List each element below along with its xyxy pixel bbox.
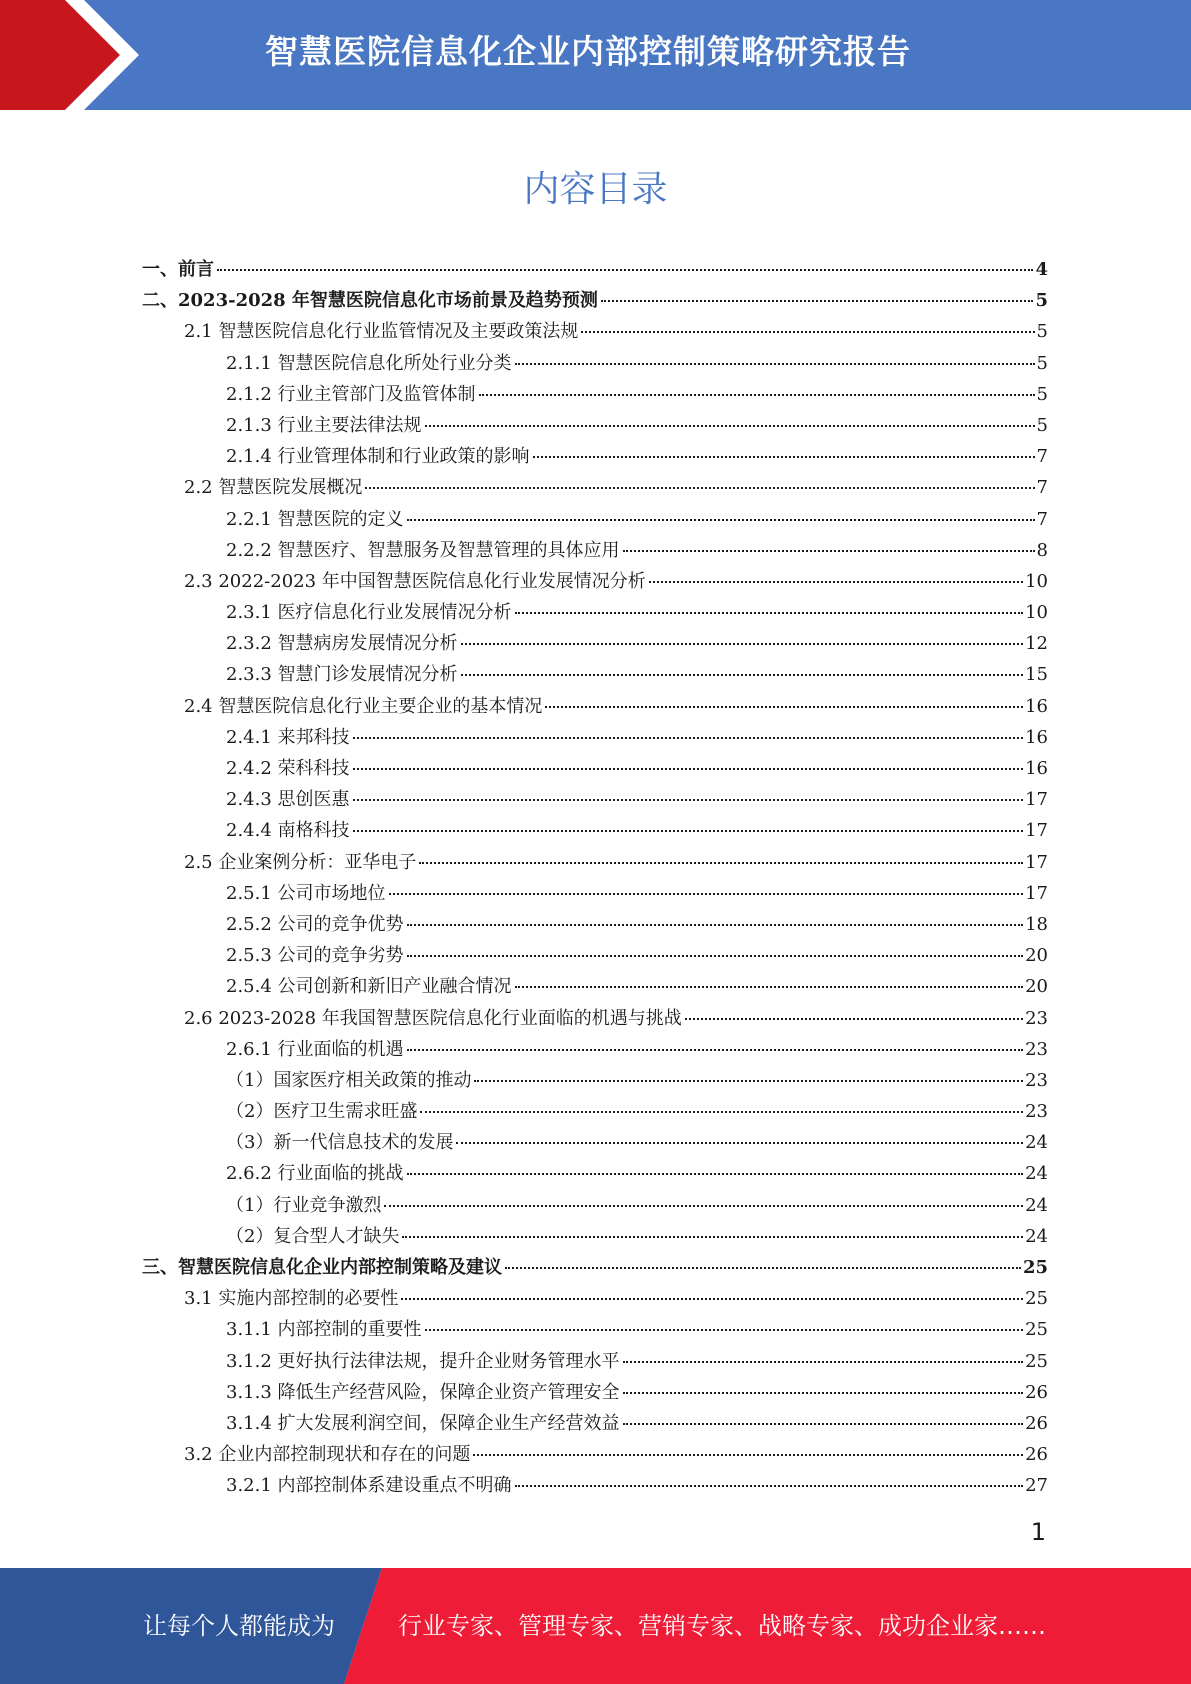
toc-entry-page: 5 — [1036, 321, 1048, 343]
toc-entry-label: 2.5.2 公司的竞争优势 — [226, 913, 404, 935]
toc-entry-page: 26 — [1025, 1381, 1048, 1403]
toc-entry-label: 2.5.1 公司市场地位 — [226, 882, 386, 904]
toc-entry-label: （2）医疗卫生需求旺盛 — [226, 1101, 418, 1123]
toc-entry-page: 26 — [1025, 1444, 1048, 1466]
toc-entry-page: 24 — [1025, 1132, 1048, 1154]
toc-entry[interactable] — [142, 504, 1048, 535]
toc-entry-page: 27 — [1025, 1475, 1048, 1497]
toc-entry-page: 20 — [1025, 976, 1048, 998]
toc-entry-label: 2.4.4 南格科技 — [226, 820, 350, 842]
toc-entry[interactable] — [142, 348, 1048, 379]
toc-entry-label: 2.4.1 来邦科技 — [226, 726, 350, 748]
toc-entry[interactable] — [142, 1408, 1048, 1439]
toc-entry-page: 17 — [1025, 789, 1048, 811]
toc-entry[interactable] — [142, 659, 1048, 690]
toc-entry-label: 2.1 智慧医院信息化行业监管情况及主要政策法规 — [184, 321, 579, 343]
toc-entry-label: 一、前言 — [142, 259, 214, 280]
toc-entry-label: 3.1 实施内部控制的必要性 — [184, 1288, 399, 1310]
toc-dot-leader — [545, 706, 1023, 708]
toc-entry-label: （1）行业竞争激烈 — [226, 1194, 382, 1216]
toc-entry-label: 3.1.2 更好执行法律法规，提升企业财务管理水平 — [226, 1350, 620, 1372]
toc-dot-leader — [353, 768, 1024, 770]
toc-entry[interactable] — [142, 1127, 1048, 1158]
toc-entry[interactable] — [142, 1377, 1048, 1408]
toc-entry-page: 10 — [1025, 570, 1048, 592]
toc-entry[interactable] — [142, 535, 1048, 566]
toc-entry-page: 17 — [1025, 882, 1048, 904]
toc-entry[interactable] — [142, 1314, 1048, 1345]
toc-entry-label: 3.2.1 内部控制体系建设重点不明确 — [226, 1475, 512, 1497]
toc-entry-page: 16 — [1025, 726, 1048, 748]
toc-dot-leader — [479, 394, 1035, 396]
toc-entry-label: 2.1.4 行业管理体制和行业政策的影响 — [226, 446, 530, 468]
toc-entry-page: 7 — [1036, 477, 1048, 499]
toc-entry[interactable] — [142, 1190, 1048, 1221]
toc-dot-leader — [401, 1298, 1023, 1300]
toc-entry[interactable] — [142, 815, 1048, 846]
toc-entry-page: 8 — [1036, 539, 1048, 561]
toc-entry-label: 2.6.2 行业面临的挑战 — [226, 1163, 404, 1185]
toc-entry[interactable] — [142, 722, 1048, 753]
toc-entry-page: 25 — [1022, 1257, 1048, 1278]
toc-dot-leader — [407, 924, 1024, 926]
toc-entry-page: 15 — [1025, 664, 1048, 686]
footer-slogan-left: 让每个人都能成为 — [143, 1612, 335, 1640]
toc-entry[interactable] — [142, 1003, 1048, 1034]
toc-entry[interactable] — [142, 1346, 1048, 1377]
toc-dot-leader — [461, 643, 1024, 645]
toc-entry[interactable] — [142, 847, 1048, 878]
chevron-logo-icon — [0, 0, 150, 110]
toc-dot-leader — [353, 799, 1024, 801]
toc-entry-page: 26 — [1025, 1412, 1048, 1434]
toc-dot-leader — [623, 550, 1035, 552]
toc-dot-leader — [623, 1361, 1024, 1363]
toc-entry[interactable] — [142, 1096, 1048, 1127]
toc-dot-leader — [425, 1329, 1024, 1331]
toc-dot-leader — [623, 1392, 1024, 1394]
toc-entry-label: 2.6 2023-2028 年我国智慧医院信息化行业面临的机遇与挑战 — [184, 1007, 682, 1029]
toc-dot-leader — [353, 830, 1024, 832]
toc-dot-leader — [533, 456, 1035, 458]
toc-entry-page: 24 — [1025, 1163, 1048, 1185]
toc-entry-label: 2.1.1 智慧医院信息化所处行业分类 — [226, 352, 512, 374]
toc-entry[interactable] — [142, 410, 1048, 441]
toc-entry[interactable] — [142, 597, 1048, 628]
toc-entry-label: 2.1.2 行业主管部门及监管体制 — [226, 383, 476, 405]
table-of-contents — [142, 254, 1048, 1502]
toc-entry[interactable] — [142, 784, 1048, 815]
toc-entry-page: 20 — [1025, 945, 1048, 967]
toc-entry-label: 3.1.1 内部控制的重要性 — [226, 1319, 422, 1341]
toc-entry-label: 2.2.2 智慧医疗、智慧服务及智慧管理的具体应用 — [226, 539, 620, 561]
toc-entry-label: （1）国家医疗相关政策的推动 — [226, 1069, 472, 1091]
toc-dot-leader — [623, 1423, 1024, 1425]
toc-entry[interactable] — [142, 1221, 1048, 1252]
toc-dot-leader — [389, 893, 1024, 895]
toc-entry[interactable] — [142, 254, 1048, 285]
toc-dot-leader — [456, 1142, 1023, 1144]
toc-entry-label: 2.5 企业案例分析：亚华电子 — [184, 851, 417, 873]
toc-dot-leader — [601, 300, 1034, 302]
toc-dot-leader — [649, 581, 1023, 583]
toc-entry-label: 2.4.2 荣科科技 — [226, 758, 350, 779]
toc-entry-label: 2.2 智慧医院发展概况 — [184, 477, 363, 499]
toc-entry-page: 7 — [1036, 508, 1048, 530]
toc-entry[interactable] — [142, 379, 1048, 410]
toc-entry-label: 2.6.1 行业面临的机遇 — [226, 1038, 404, 1060]
toc-entry-page: 25 — [1025, 1350, 1048, 1372]
toc-dot-leader — [407, 1173, 1024, 1175]
toc-entry-page: 23 — [1025, 1007, 1048, 1029]
toc-entry-label: 3.2 企业内部控制现状和存在的问题 — [184, 1444, 471, 1466]
toc-entry[interactable] — [142, 1034, 1048, 1065]
toc-dot-leader — [461, 674, 1024, 676]
toc-entry[interactable] — [142, 878, 1048, 909]
toc-dot-leader — [515, 612, 1024, 614]
toc-entry[interactable] — [142, 628, 1048, 659]
toc-entry-page: 24 — [1025, 1225, 1048, 1247]
toc-entry-label: （2）复合型人才缺失 — [226, 1225, 400, 1247]
toc-entry-label: 2.3 2022-2023 年中国智慧医院信息化行业发展情况分析 — [184, 570, 646, 592]
toc-dot-leader — [365, 487, 1034, 489]
toc-dot-leader — [515, 986, 1024, 988]
toc-entry[interactable] — [142, 971, 1048, 1002]
toc-entry-label: 3.1.4 扩大发展利润空间，保障企业生产经营效益 — [226, 1412, 620, 1434]
toc-entry-label: 3.1.3 降低生产经营风险，保障企业资产管理安全 — [226, 1381, 620, 1403]
toc-dot-leader — [505, 1267, 1021, 1269]
toc-dot-leader — [515, 1485, 1024, 1487]
toc-entry[interactable] — [142, 1065, 1048, 1096]
toc-entry[interactable] — [142, 1439, 1048, 1470]
toc-entry-page: 17 — [1025, 820, 1048, 842]
toc-dot-leader — [425, 425, 1035, 427]
toc-entry-label: 2.3.2 智慧病房发展情况分析 — [226, 633, 458, 655]
toc-entry-label: 二、2023-2028 年智慧医院信息化市场前景及趋势预测 — [142, 290, 598, 312]
toc-dot-leader — [515, 363, 1035, 365]
toc-dot-leader — [473, 1454, 1023, 1456]
toc-entry-label: 2.3.1 医疗信息化行业发展情况分析 — [226, 602, 512, 624]
footer-slogan-right: 行业专家、管理专家、营销专家、战略专家、成功企业家…… — [398, 1612, 1046, 1640]
toc-entry-page: 17 — [1025, 851, 1048, 873]
toc-entry[interactable] — [142, 285, 1048, 316]
toc-dot-leader — [419, 862, 1023, 864]
toc-entry[interactable] — [142, 691, 1048, 722]
toc-entry-page: 5 — [1036, 414, 1048, 436]
toc-entry-label: 2.2.1 智慧医院的定义 — [226, 508, 404, 530]
toc-entry-page: 10 — [1025, 602, 1048, 624]
toc-entry-page: 24 — [1025, 1194, 1048, 1216]
toc-dot-leader — [402, 1236, 1023, 1238]
toc-dot-leader — [407, 955, 1024, 957]
toc-entry-label: 2.1.3 行业主要法律法规 — [226, 414, 422, 436]
toc-entry-page: 12 — [1025, 633, 1048, 655]
toc-entry[interactable] — [142, 472, 1048, 503]
toc-entry-page: 5 — [1035, 290, 1048, 312]
toc-entry-page: 7 — [1036, 446, 1048, 468]
toc-entry-page: 4 — [1035, 259, 1048, 280]
toc-dot-leader — [407, 519, 1035, 521]
toc-entry-page: 23 — [1025, 1038, 1048, 1060]
toc-entry[interactable] — [142, 566, 1048, 597]
toc-entry-page: 23 — [1025, 1069, 1048, 1091]
toc-entry-page: 5 — [1036, 383, 1048, 405]
toc-dot-leader — [420, 1111, 1023, 1113]
toc-entry-page: 5 — [1036, 352, 1048, 374]
toc-dot-leader — [353, 737, 1024, 739]
toc-entry[interactable] — [142, 316, 1048, 347]
toc-entry[interactable] — [142, 1252, 1048, 1283]
page-number: 1 — [1030, 1518, 1046, 1546]
toc-dot-leader — [685, 1018, 1023, 1020]
toc-dot-leader — [217, 269, 1033, 271]
toc-dot-leader — [384, 1205, 1023, 1207]
toc-entry-label: 2.5.3 公司的竞争劣势 — [226, 945, 404, 967]
toc-entry[interactable] — [142, 1283, 1048, 1314]
toc-entry-label: 2.4 智慧医院信息化行业主要企业的基本情况 — [184, 695, 543, 717]
toc-heading: 内容目录 — [523, 169, 668, 210]
toc-entry-page: 16 — [1025, 695, 1048, 717]
footer-banner — [0, 1568, 1191, 1684]
toc-entry-page: 16 — [1025, 758, 1048, 779]
toc-entry-label: 2.5.4 公司创新和新旧产业融合情况 — [226, 976, 512, 998]
toc-entry-page: 18 — [1025, 913, 1048, 935]
toc-dot-leader — [581, 331, 1034, 333]
toc-entry[interactable] — [142, 909, 1048, 940]
toc-dot-leader — [474, 1080, 1023, 1082]
toc-entry-label: 三、智慧医院信息化企业内部控制策略及建议 — [142, 1257, 502, 1278]
toc-entry[interactable] — [142, 1470, 1048, 1501]
toc-entry-label: （3）新一代信息技术的发展 — [226, 1132, 454, 1154]
toc-entry-page: 25 — [1025, 1288, 1048, 1310]
toc-dot-leader — [407, 1049, 1024, 1051]
report-title: 智慧医院信息化企业内部控制策略研究报告 — [265, 32, 911, 71]
header-banner — [0, 0, 1191, 110]
toc-entry-label: 2.3.3 智慧门诊发展情况分析 — [226, 664, 458, 686]
toc-entry-label: 2.4.3 思创医惠 — [226, 789, 350, 811]
toc-entry[interactable] — [142, 753, 1048, 784]
toc-entry[interactable] — [142, 1158, 1048, 1189]
toc-entry-page: 23 — [1025, 1101, 1048, 1123]
toc-entry[interactable] — [142, 940, 1048, 971]
toc-entry[interactable] — [142, 441, 1048, 472]
toc-entry-page: 25 — [1025, 1319, 1048, 1341]
